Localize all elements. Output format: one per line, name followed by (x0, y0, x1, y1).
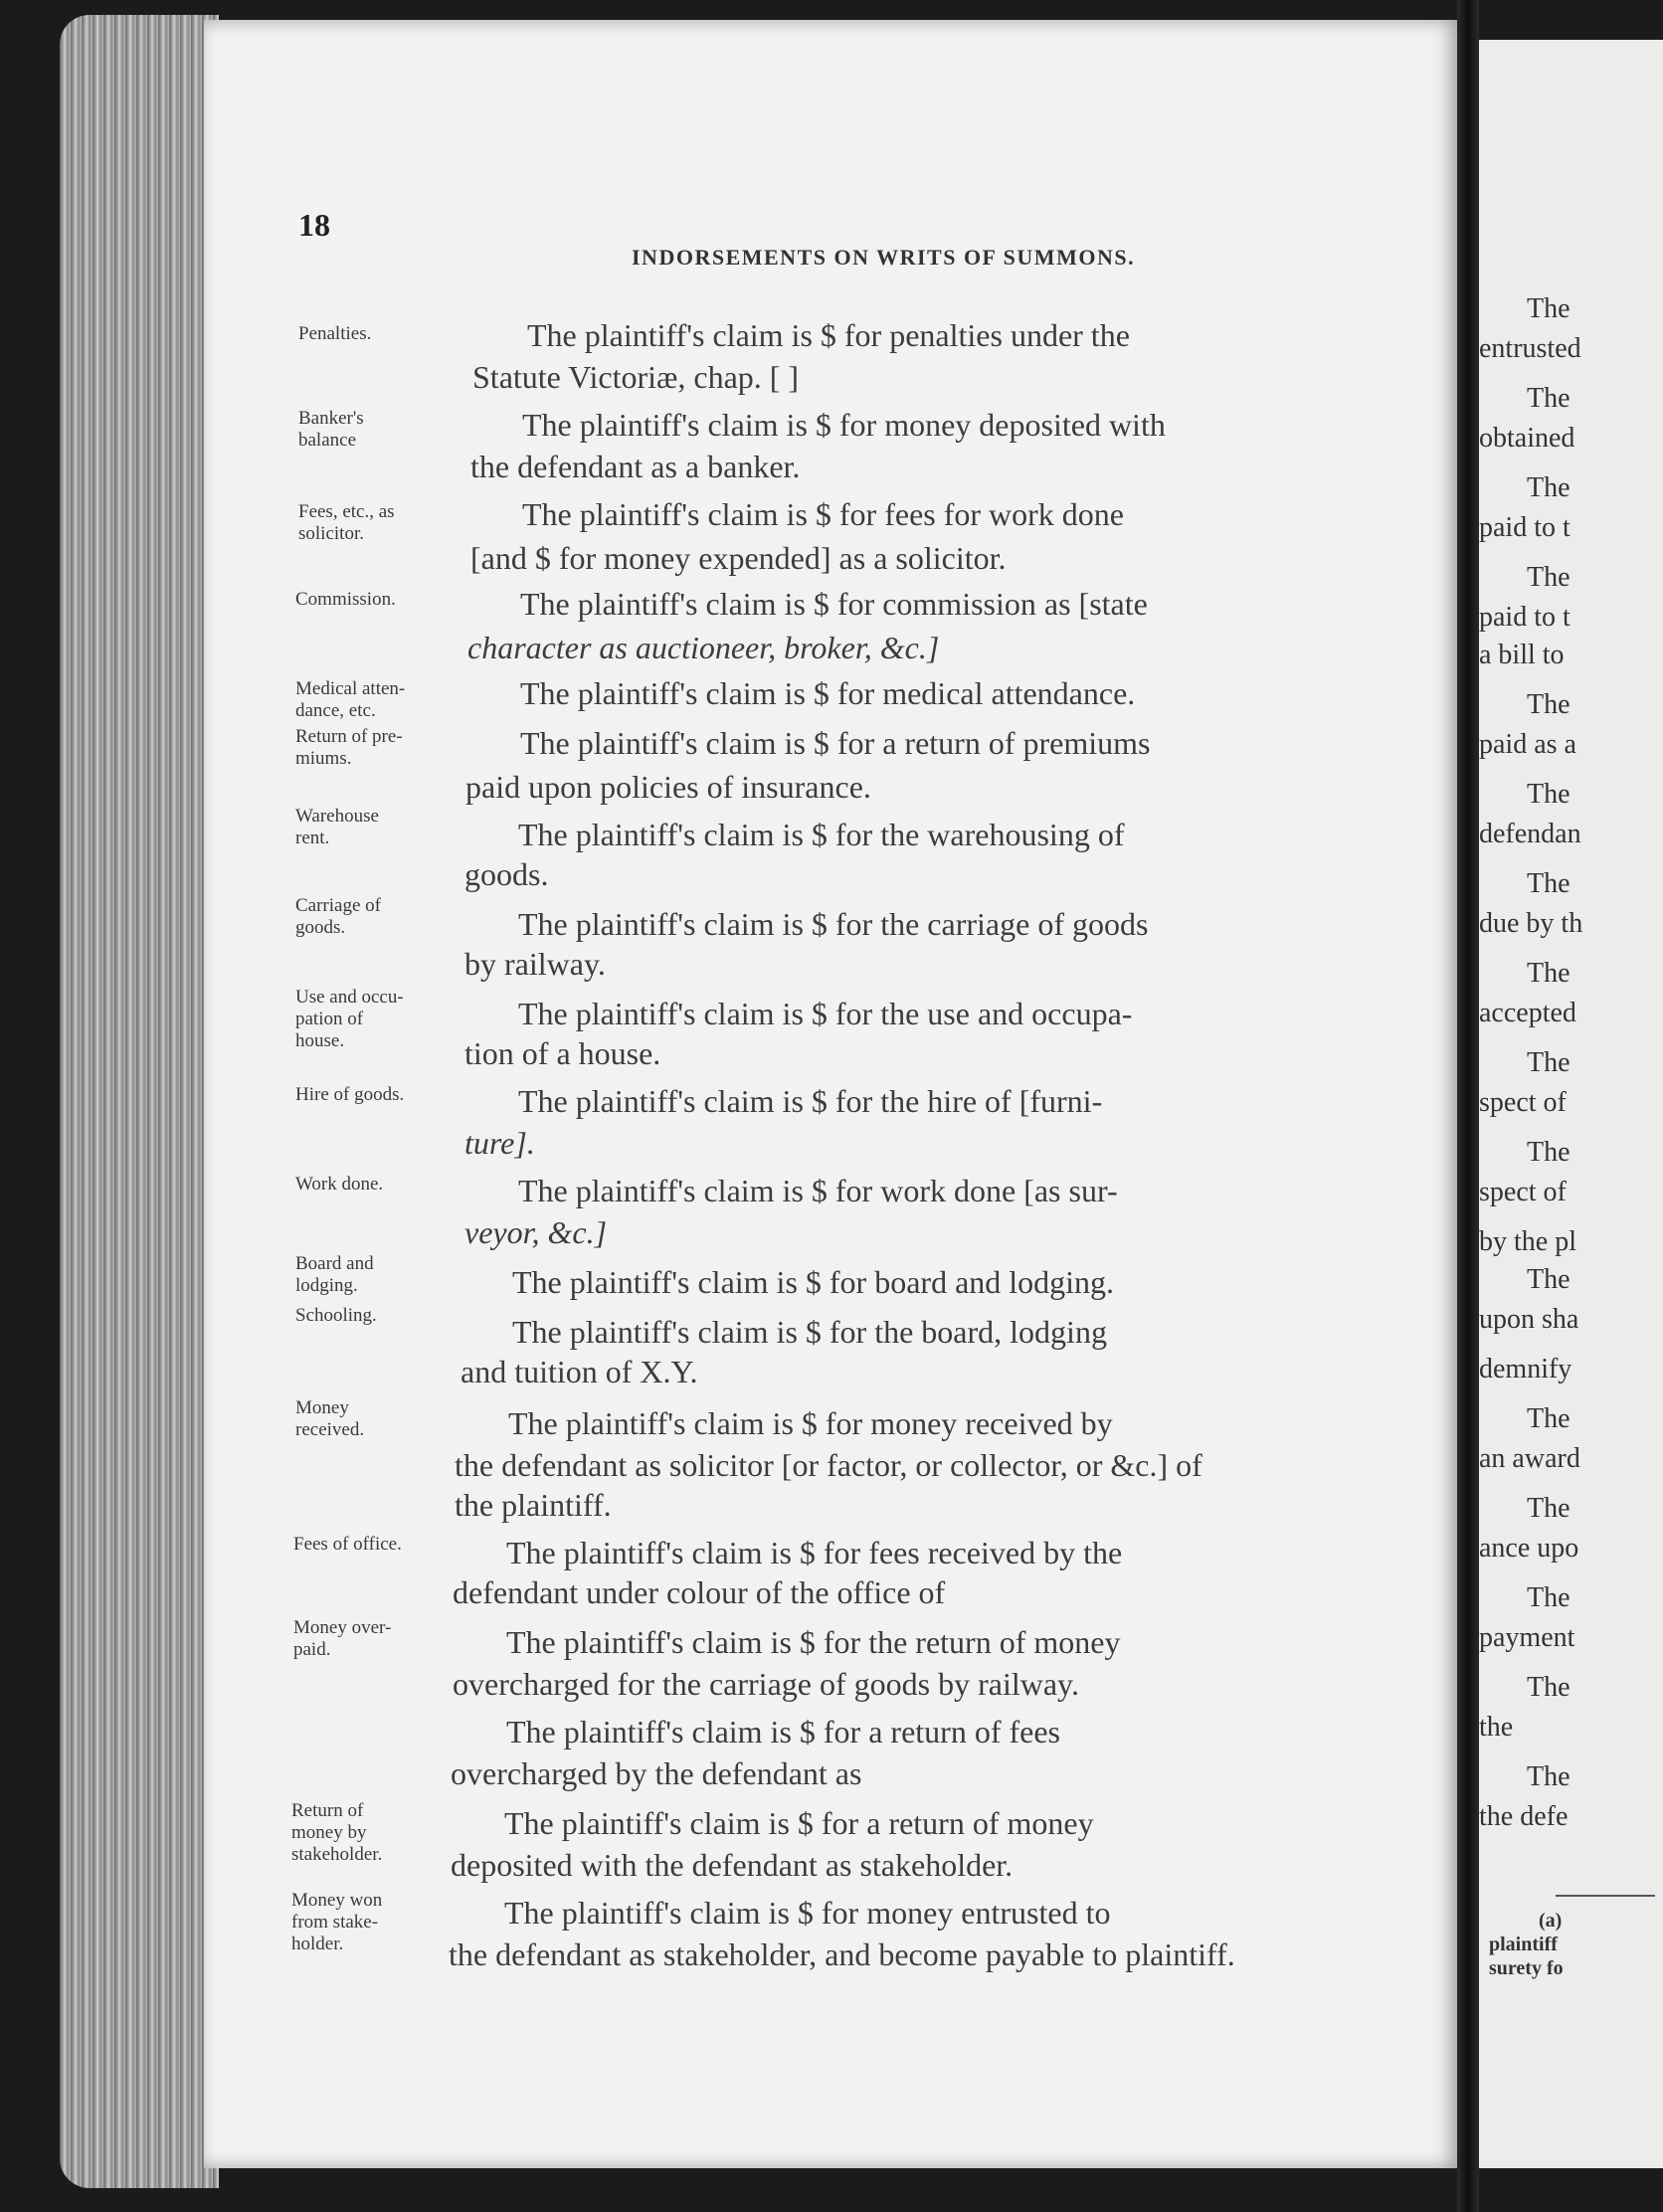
text-line: the plaintiff. (455, 1487, 612, 1523)
facing-text-line: the defe (1479, 1801, 1569, 1832)
text-line: by railway. (464, 946, 606, 982)
margin-note: Warehouse rent. (295, 806, 379, 848)
text-line: tion of a house. (464, 1035, 661, 1071)
margin-note: Money over- paid. (293, 1617, 392, 1660)
facing-text-line: payment (1479, 1622, 1575, 1653)
margin-note: Use and occu- pation of house. (295, 987, 404, 1051)
margin-note: Fees, etc., as solicitor. (298, 501, 395, 544)
text-line: Statute Victoriæ, chap. [ ] (472, 359, 800, 395)
page-edges (60, 15, 219, 2188)
margin-note: Carriage of goods. (295, 895, 381, 938)
facing-text-line: The (1527, 293, 1571, 324)
margin-note: Commission. (295, 589, 396, 610)
facing-text-line: paid as a (1479, 729, 1576, 760)
facing-text-line: demnify (1479, 1354, 1572, 1384)
text-line: ture]. (464, 1125, 535, 1161)
text-line: The plaintiff's claim is $ for fees received by the (506, 1535, 1123, 1570)
margin-note: Work done. (295, 1174, 384, 1195)
facing-footnote-line: surety fo (1489, 1957, 1564, 1979)
facing-footnote-line: plaintiff (1489, 1934, 1558, 1955)
text-line: The plaintiff's claim is $ for medical attendance. (520, 675, 1136, 711)
facing-text-line: The (1527, 383, 1571, 414)
margin-note: Board and lodging. (295, 1253, 374, 1296)
facing-page (1479, 40, 1663, 2168)
text-line: and tuition of X.Y. (461, 1354, 698, 1389)
margin-note: Hire of goods. (295, 1084, 405, 1105)
facing-text-line: upon sha (1479, 1304, 1579, 1335)
text-line: the defendant as a banker. (470, 449, 801, 484)
book-page (204, 20, 1457, 2168)
text-line: The plaintiff's claim is $ for a return of premiums (520, 725, 1151, 761)
text-line: goods. (464, 856, 549, 892)
page-number: 18 (298, 207, 330, 243)
facing-text-line: The (1527, 1761, 1571, 1792)
facing-text-line: spect of (1479, 1177, 1567, 1207)
text-line: The plaintiff's claim is $ for money entrusted to (504, 1895, 1111, 1931)
text-line: The plaintiff's claim is $ for a return of fees (506, 1714, 1060, 1750)
facing-text-line: The (1527, 689, 1571, 720)
facing-text-line: The (1527, 779, 1571, 810)
text-line: the defendant as solicitor [or factor, or collector, or &c.] of (455, 1447, 1202, 1483)
facing-text-line: The (1527, 1264, 1571, 1295)
facing-text-line: due by th (1479, 908, 1583, 939)
text-line: The plaintiff's claim is $ for commission as [state (520, 586, 1148, 622)
margin-note: Medical atten- dance, etc. (295, 678, 406, 721)
facing-text-line: defendan (1479, 819, 1581, 849)
text-line: deposited with the defendant as stakeholder. (451, 1847, 1014, 1883)
margin-note: Fees of office. (293, 1534, 402, 1555)
margin-note: Return of pre- miums. (295, 726, 403, 769)
facing-text-line: The (1527, 958, 1571, 989)
facing-text-line: The (1527, 1582, 1571, 1613)
text-line: The plaintiff's claim is $ for board and lodging. (512, 1264, 1115, 1300)
book-gutter (1457, 0, 1479, 2212)
margin-note: Money won from stake- holder. (291, 1890, 383, 1954)
facing-text-line: accepted (1479, 998, 1576, 1028)
text-line: defendant under colour of the office of (453, 1574, 946, 1610)
facing-text-line: ance upo (1479, 1533, 1579, 1564)
facing-text-line: The (1527, 868, 1571, 899)
text-line: [and $ for money expended] as a solicitor. (470, 540, 1007, 576)
text-line: The plaintiff's claim is $ for penalties under the (527, 317, 1130, 353)
footnote-rule (1556, 1895, 1655, 1897)
text-line: overcharged by the defendant as (451, 1755, 862, 1791)
facing-text-line: spect of (1479, 1087, 1567, 1118)
facing-footnote-line: (a) (1539, 1910, 1563, 1932)
text-line: The plaintiff's claim is $ for the warehousing of (518, 817, 1125, 852)
text-line: the defendant as stakeholder, and become payable to plaintiff. (449, 1936, 1235, 1972)
text-line: veyor, &c.] (464, 1214, 608, 1250)
facing-text-line: paid to t (1479, 512, 1571, 543)
facing-text-line: The (1527, 472, 1571, 503)
text-line: paid upon policies of insurance. (465, 769, 871, 805)
facing-text-line: a bill to (1479, 640, 1565, 670)
facing-text-line: entrusted (1479, 333, 1581, 364)
text-line: overcharged for the carriage of goods by railway. (453, 1666, 1079, 1702)
margin-note: Return of money by stakeholder. (291, 1800, 383, 1865)
text-line: The plaintiff's claim is $ for the carriage of goods (518, 906, 1149, 942)
text-line: The plaintiff's claim is $ for money received by (508, 1405, 1113, 1441)
facing-text-line: The (1527, 562, 1571, 593)
facing-text-line: The (1527, 1047, 1571, 1078)
margin-note: Money received. (295, 1397, 365, 1440)
facing-text-line: The (1527, 1403, 1571, 1434)
text-line: The plaintiff's claim is $ for the board, lodging (512, 1314, 1107, 1350)
facing-text-line: an award (1479, 1443, 1580, 1474)
margin-note: Banker's balance (298, 408, 364, 451)
facing-text-line: paid to t (1479, 602, 1571, 633)
facing-text-line: obtained (1479, 423, 1575, 454)
text-line: The plaintiff's claim is $ for the hire of [furni- (518, 1083, 1103, 1119)
margin-note: Penalties. (298, 323, 372, 344)
facing-text-line: by the pl (1479, 1226, 1576, 1257)
running-head: INDORSEMENTS ON WRITS OF SUMMONS. (632, 245, 1136, 270)
facing-text-line: The (1527, 1137, 1571, 1168)
facing-text-line: The (1527, 1493, 1571, 1524)
text-line: The plaintiff's claim is $ for money deposited with (522, 407, 1166, 443)
facing-text-line: the (1479, 1712, 1514, 1743)
facing-text-line: The (1527, 1672, 1571, 1703)
text-line: character as auctioneer, broker, &c.] (467, 630, 940, 665)
text-line: The plaintiff's claim is $ for a return of money (504, 1805, 1094, 1841)
margin-note: Schooling. (295, 1305, 377, 1326)
text-line: The plaintiff's claim is $ for work done [as sur- (518, 1173, 1118, 1208)
text-line: The plaintiff's claim is $ for the use and occupa- (518, 996, 1133, 1031)
text-line: The plaintiff's claim is $ for fees for work done (522, 496, 1124, 532)
text-line: The plaintiff's claim is $ for the return of money (506, 1624, 1121, 1660)
